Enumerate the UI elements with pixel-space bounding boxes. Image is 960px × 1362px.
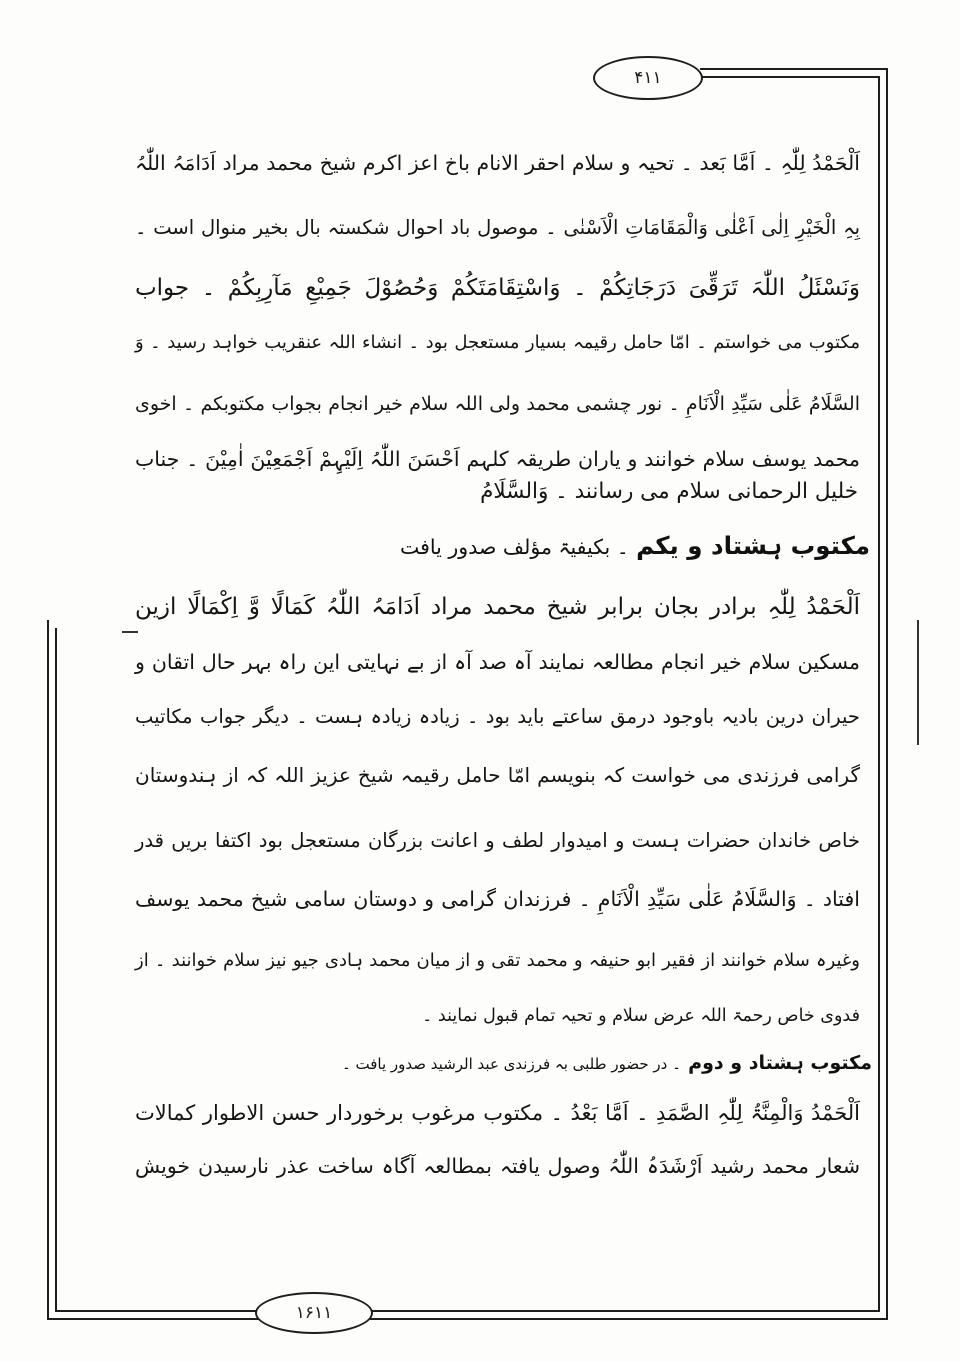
text-line-closing: فدوی خاص رحمۃ اللہ عرض سلام و تحیہ تمام قبول نمایند ۔: [422, 1006, 860, 1026]
letter-heading-note: ۔ بکیفیۃ مؤلف صدور یافت: [400, 535, 629, 559]
letter-heading: [400, 525, 870, 568]
text-line: شعار محمد رشید اَرْشَدَہُ اللّٰہُ وصول یافتہ بمطالعہ آگاہ ساخت عذر نارسیدن خویش: [135, 1154, 860, 1178]
text-line: محمد یوسف سلام خوانند و یاران طریقہ کلہم اَحْسَنَ اللّٰہُ اِلَیْہِمْ اَجْمَعِیْنَ اٰمِیْنَ ۔ جناب: [135, 447, 860, 471]
text-line: افتاد ۔ وَالسَّلَامُ عَلٰی سَیِّدِ الْاَنَامِ ۔ فرزندان گرامی و دوستان سامی شیخ محمد یوسف: [135, 887, 860, 911]
frame-right-inner-rule: [878, 76, 880, 1312]
frame-bottom-inner-rule: [55, 1310, 880, 1312]
text-line: اَلْحَمْدُ لِلّٰہِ برادر بجان برابر شیخ محمد مراد اَدَامَہُ اللّٰہُ کَمَالًا وَّ اِکْمَالًا ازین: [135, 594, 860, 620]
frame-top-inner-rule: [700, 76, 880, 78]
frame-left-inner-rule: [55, 628, 57, 1312]
letter-heading-note: ۔ در حضور طلبی بہ فرزندی عبد الرشید صدور یافت ۔: [341, 1055, 681, 1073]
text-line: خاص خاندان حضرات ہست و امیدوار لطف و اعانت بزرگان مستعجل بود اکتفا بریں قدر: [135, 829, 860, 852]
frame-right-outer-rule: [886, 68, 888, 1320]
letter-heading: [330, 1041, 872, 1085]
frame-top-outer-rule: [700, 68, 888, 70]
text-line: اَلْحَمْدُ لِلّٰہِ ۔ اَمَّا بَعد ۔ تحیہ و سلام احقر الانام باخ اعز اکرم شیخ محمد مراد اَدَامَہُ اللّٰہُ: [135, 151, 860, 175]
text-line: وَنَسْئَلُ اللّٰہَ تَرَقِّیَ دَرَجَاتِکُمْ ۔ وَاسْتِقَامَتَکُمْ وَحُصُوْلَ جَمِیْعِ مَآرِبِکُمْ ۔ جواب: [135, 275, 860, 301]
text-line: مسکین سلام خیر انجام مطالعہ نمایند آہ صد آہ از بے نہایتی این راہ بہر حال اتقان و: [135, 650, 860, 674]
scan-dash-mark: [122, 631, 138, 633]
text-line: السَّلَامُ عَلٰی سَیِّدِ الْاَنَامِ ۔ نور چشمی محمد ولی اللہ سلام خیر انجام بجواب مکتوبکم ۔ اخوی: [135, 393, 860, 415]
letter-heading-title: مکتوب ہشتاد و دوم: [688, 1052, 872, 1074]
frame-bottom-outer-rule: [47, 1318, 888, 1320]
text-line: مکتوب می خواستم ۔ امّا حامل رقیمہ بسیار مستعجل بود ۔ انشاء اللہ عنقریب خواہد رسید ۔ وَ: [135, 332, 860, 353]
page-number-bottom: ۱۶۱۱: [255, 1292, 373, 1334]
text-line-closing: خلیل الرحمانی سلام می رسانند ۔ وَالسَّلَامُ: [480, 479, 858, 504]
scan-edge-line: [917, 620, 919, 745]
text-line: بِہِ الْخَیْرِ اِلٰی اَعْلٰی وَالْمَقَامَاتِ الْاَسْنٰی ۔ موصول باد احوال شکستہ بال بخیر منوال است ۔: [135, 216, 860, 239]
text-line: وغیرہ سلام خوانند از فقیر ابو حنیفہ و محمد تقی و از میان محمد ہادی جیو نیز سلام خوانند ۔ از: [135, 950, 860, 971]
frame-left-outer-rule: [47, 620, 49, 1320]
text-line: حیران درین بادیہ باوجود درمق ساعتے باید بود ۔ زیادہ زیادہ ہست ۔ دیگر جواب مکاتیب: [135, 705, 860, 728]
text-line: گرامی فرزندی می خواست کہ بنویسم امّا حامل رقیمہ شیخ عزیز اللہ کہ از ہندوستان: [135, 763, 860, 787]
page-number-top: ۴۱۱: [593, 56, 703, 100]
text-line: اَلْحَمْدُ وَالْمِنَّۃُ لِلّٰہِ الصَّمَدِ ۔ اَمَّا بَعْدُ ۔ مکتوب مرغوب برخوردار حسن الاطوار کمالات: [135, 1101, 860, 1125]
letter-heading-title: مکتوب ہشتاد و یکم: [636, 531, 870, 560]
